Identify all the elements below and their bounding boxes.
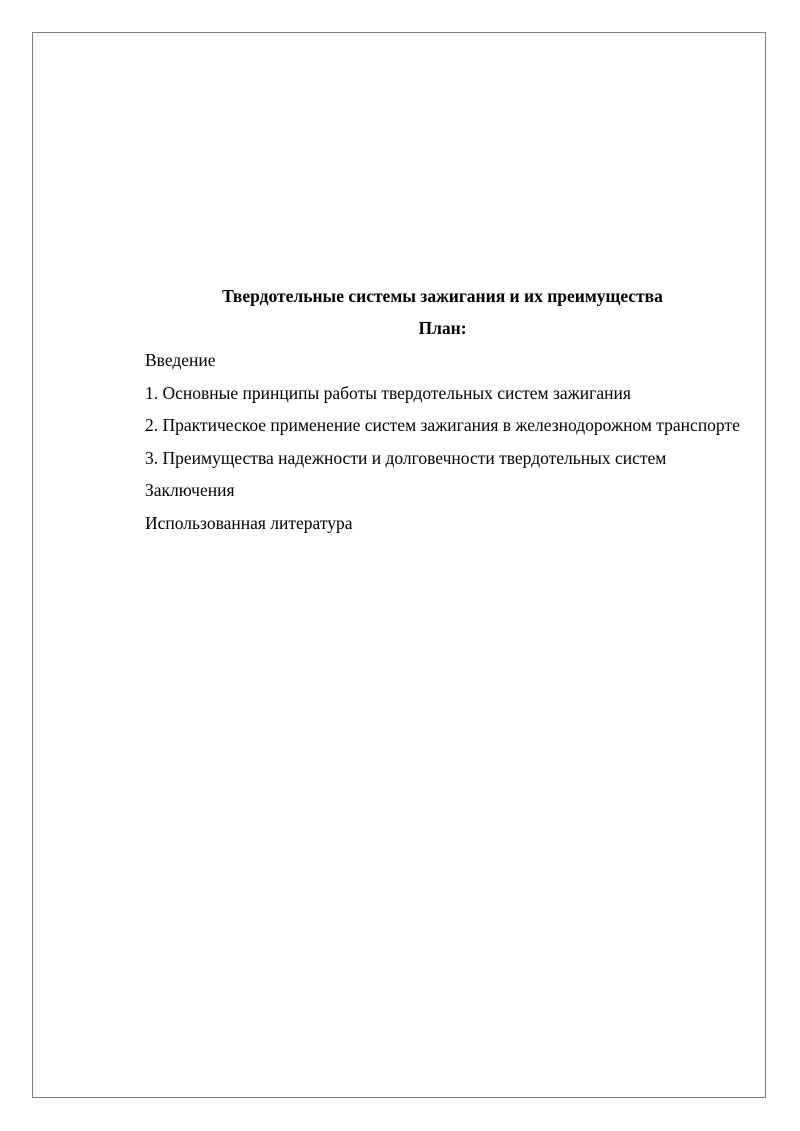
- plan-item-3: 3. Преимущества надежности и долговечности твердотельных систем: [145, 447, 667, 468]
- document-content: [113, 280, 742, 539]
- document-title: Твердотельные системы зажигания и их преимущества: [222, 286, 663, 306]
- plan-item-1: 1. Основные принципы работы твердотельных систем зажигания: [145, 382, 631, 403]
- plan-item-references: Использованная литература: [145, 512, 353, 533]
- plan-item-conclusion: Заключения: [145, 480, 235, 500]
- plan-list: [113, 344, 742, 539]
- plan-item-introduction: Введение: [145, 350, 216, 370]
- plan-heading: План:: [418, 318, 467, 338]
- plan-item-2: 2. Практическое применение систем зажигания в железнодорожном транспорте: [145, 415, 740, 435]
- page-frame: [32, 32, 766, 1098]
